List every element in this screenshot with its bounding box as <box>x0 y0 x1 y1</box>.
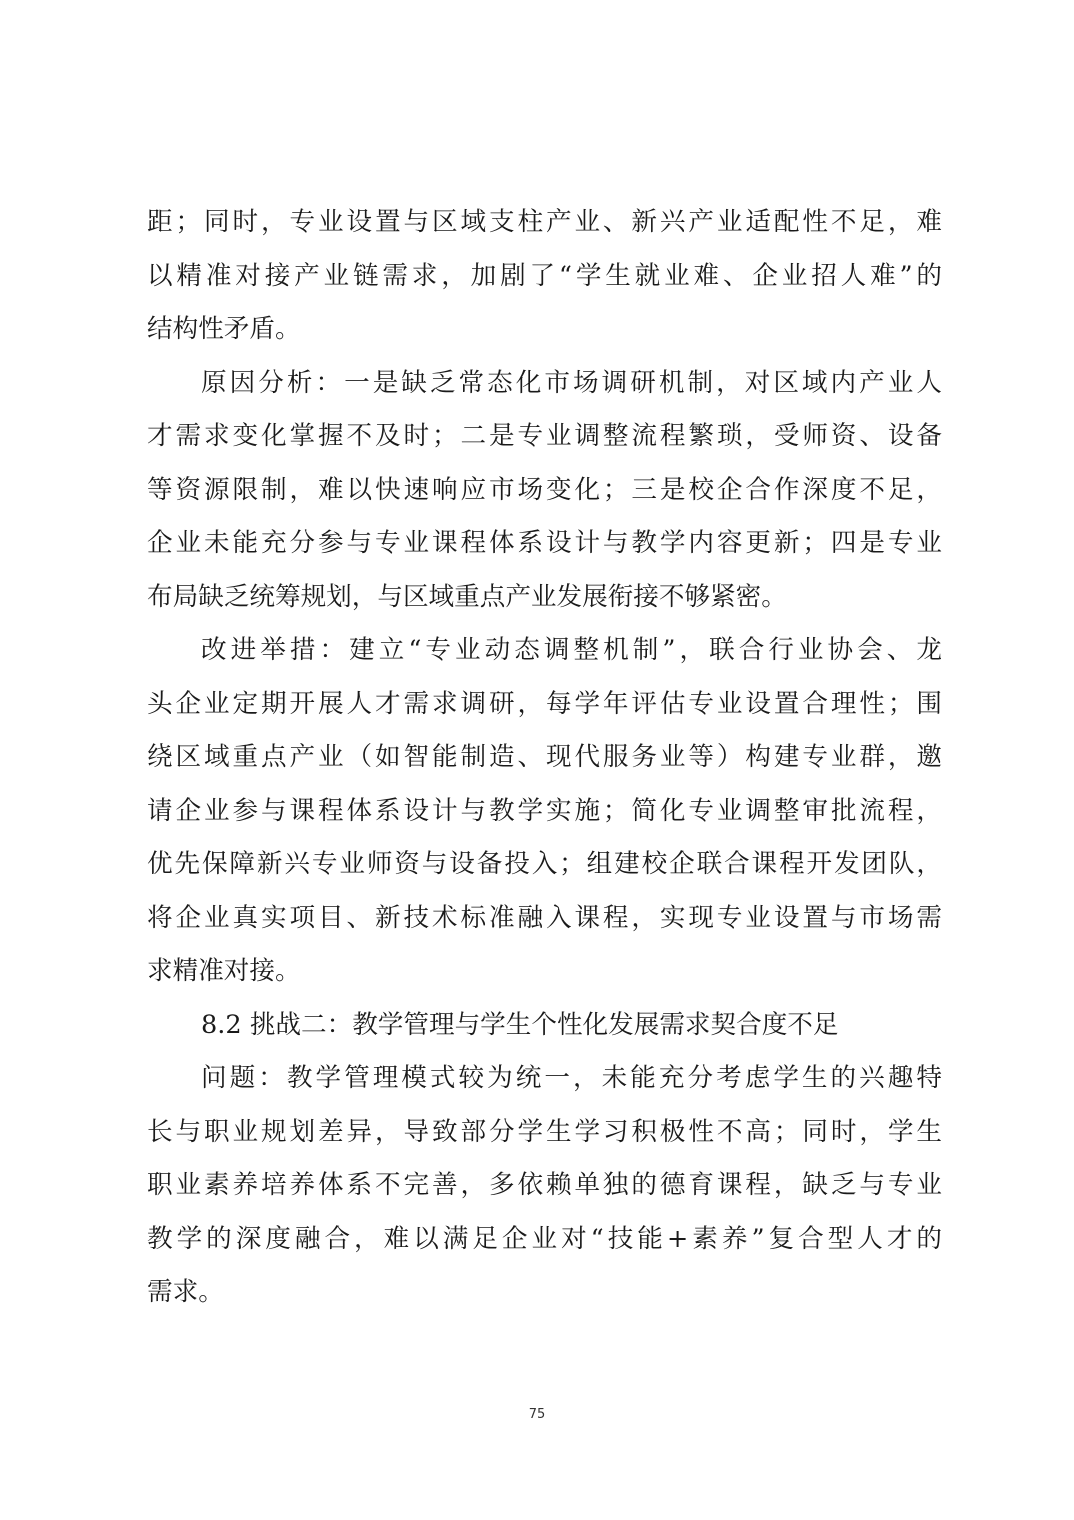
text-line: 求精准对接。 <box>147 956 301 986</box>
text-line: 职业素养培养体系不完善，多依赖单独的德育课程，缺乏与专业 <box>147 1170 942 1200</box>
text-line: 需求。 <box>147 1277 224 1307</box>
text-line: 企业未能充分参与专业课程体系设计与教学内容更新；四是专业 <box>147 528 942 558</box>
text-line: 距；同时，专业设置与区域支柱产业、新兴产业适配性不足，难 <box>147 207 942 237</box>
text-line: 请企业参与课程体系设计与教学实施；简化专业调整审批流程， <box>147 795 942 826</box>
text-line: 布局缺乏统筹规划，与区域重点产业发展衔接不够紧密。 <box>147 581 787 612</box>
text-line: 教学的深度融合，难以满足企业对“技能+素养”复合型人才的 <box>147 1223 942 1254</box>
text-line: 才需求变化掌握不及时；二是专业调整流程繁琐，受师资、设备 <box>147 421 942 451</box>
paragraph-start-line: 原因分析：一是缺乏常态化市场调研机制，对区域内产业人 <box>201 367 942 398</box>
text-line: 绕区域重点产业（如智能制造、现代服务业等）构建专业群，邀 <box>147 742 942 772</box>
text-line: 结构性矛盾。 <box>147 314 301 344</box>
page-number: 75 <box>528 1407 546 1422</box>
text-line: 等资源限制，难以快速响应市场变化；三是校企合作深度不足， <box>147 474 942 505</box>
text-line: 将企业真实项目、新技术标准融入课程，实现专业设置与市场需 <box>147 902 942 933</box>
document-body <box>147 196 942 1320</box>
text-line: 长与职业规划差异，导致部分学生学习积极性不高；同时，学生 <box>147 1116 942 1147</box>
paragraph-start-line: 改进举措：建立“专业动态调整机制”，联合行业协会、龙 <box>201 635 942 665</box>
text-line: 头企业定期开展人才需求调研，每学年评估专业设置合理性；围 <box>147 688 942 719</box>
paragraph-start-line: 问题：教学管理模式较为统一，未能充分考虑学生的兴趣特 <box>201 1063 942 1093</box>
text-line: 优先保障新兴专业师资与设备投入；组建校企联合课程开发团队， <box>147 849 942 879</box>
section-heading: 8.2 挑战二：教学管理与学生个性化发展需求契合度不足 <box>201 1009 839 1040</box>
text-line: 以精准对接产业链需求，加剧了“学生就业难、企业招人难”的 <box>147 260 942 291</box>
